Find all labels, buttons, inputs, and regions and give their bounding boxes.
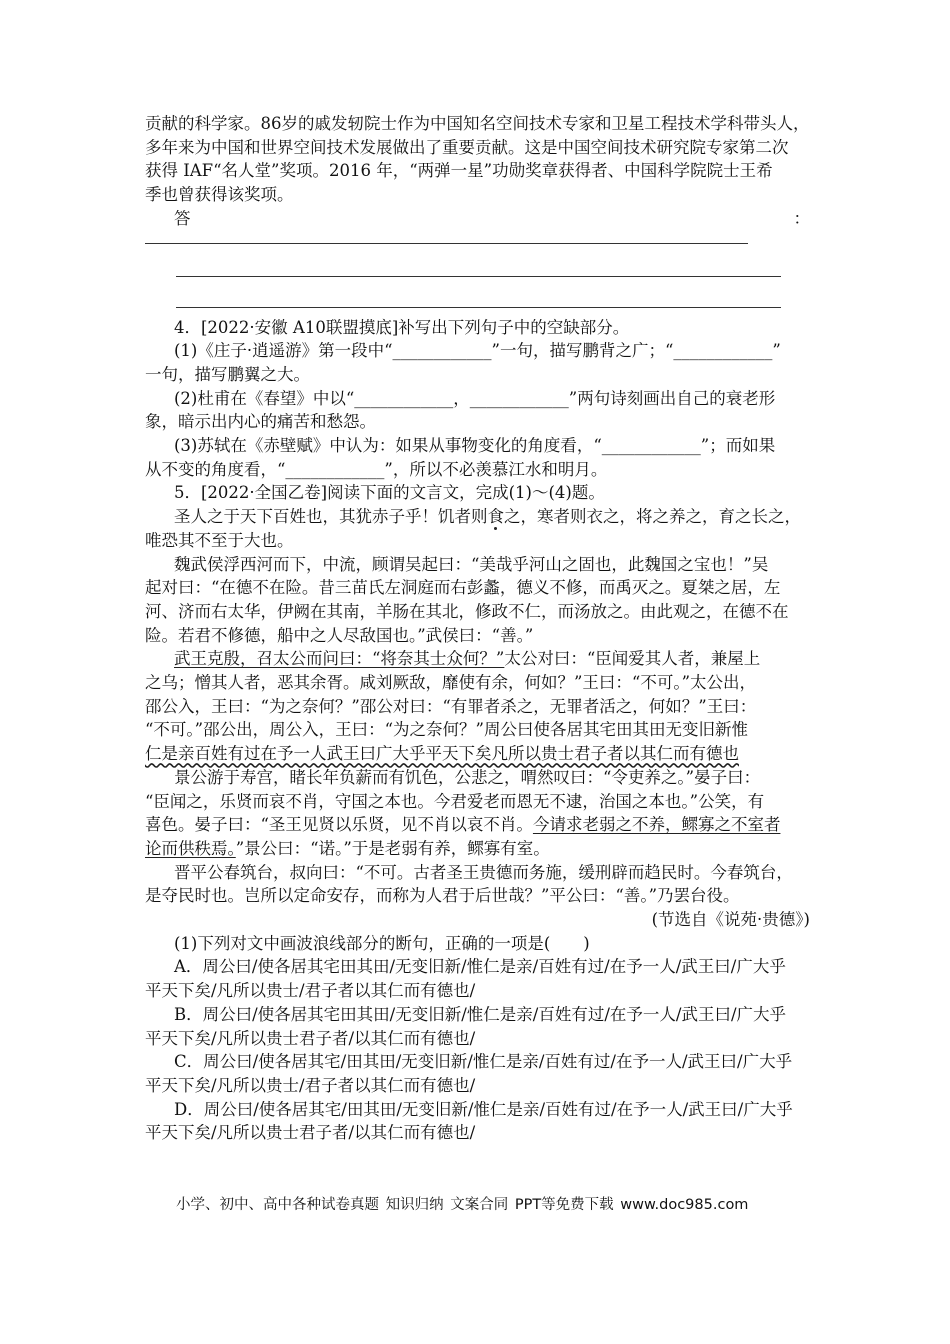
passage-c-line4: “不可。”邵公出，周公入，王曰：“为之奈何？”周公曰使各居其宅田其田无变旧新惟 (145, 720, 748, 740)
q4-item2-line1: (2)杜甫在《春望》中以“____________，____________”两句诗刻画出自己的衰老形 (174, 388, 776, 408)
q4-item1-line1: (1)《庄子·逍遥游》第一段中“____________”一句，描写鹏背之广；“____________” (174, 341, 781, 361)
passage-d-line4: 论而供秩焉。”景公曰：“诺。”于是老弱有养，鳏寡有室。 (145, 838, 550, 858)
passage-b-line2: 起对曰：“在德不在险。昔三苗氏左洞庭而右彭蠡，德义不修，而禹灭之。夏桀之居，左 (145, 578, 781, 598)
answer-label: 答 (174, 208, 191, 228)
answer-line-3[interactable] (176, 307, 781, 308)
answer-row (145, 207, 810, 231)
intro-line-3: 获得 IAF“名人堂”奖项。2016 年，“两弹一星”功勋奖章获得者、中国科学院院士王希 (145, 161, 773, 181)
passage-d-line1: 景公游于寿宫，睹长年负薪而有饥色，公悲之，喟然叹曰：“令吏养之。”晏子曰： (174, 767, 761, 787)
q4-item1-line2: 一句，描写鹏翼之大。 (145, 364, 310, 384)
passage-c-line5 (145, 742, 810, 766)
passage-a-line1: 圣人之于天下百姓也，其犹赤子乎！饥者则食之，寒者则衣之，将之养之，育之长之， (174, 507, 801, 527)
option-c-line2[interactable]: 平天下矣/凡所以贵士/君子者以其仁而有德也/ (145, 1076, 476, 1095)
underlined-sentence-2b: 论而供秩焉。 (145, 838, 236, 858)
answer-line-2[interactable] (176, 276, 781, 277)
passage-c-line2: 之乌；憎其人者，恶其余胥。咸刘厥敌，靡使有余，何如？”王曰：“不可。”太公出， (145, 673, 757, 693)
underlined-sentence: 武王克殷，召太公而问曰：“将奈其士众何？” (174, 649, 505, 669)
answer-lines[interactable] (145, 231, 810, 313)
passage-b-line3: 河、济而右太华，伊阙在其南，羊肠在其北，修政不仁，而汤放之。由此观之，在德不在 (145, 601, 789, 621)
answer-line-1[interactable] (145, 243, 748, 244)
option-b-line2[interactable]: 平天下矣/凡所以贵士君子者/以其仁而有德也/ (145, 1028, 476, 1048)
option-b-line1[interactable]: B．周公曰/使各居其宅田其田/无变旧新/惟仁是亲/百姓有过/在予一人/武王曰/广大乎 (174, 1004, 787, 1024)
q5-title: 5．[2022·全国乙卷]阅读下面的文言文，完成(1)～(4)题。 (174, 483, 605, 503)
document-body (145, 112, 810, 1145)
emphasis-dot: 食 (487, 507, 504, 527)
wavy-underlined-text: 仁是亲百姓有过在予一人武王曰广大乎平天下矣凡所以贵士君子者以其仁而有德也 (145, 744, 739, 764)
underlined-sentence-2a: 今请求老弱之不养，鳏寡之不室者 (532, 815, 781, 835)
sub-question-1: (1)下列对文中画波浪线部分的断句，正确的一项是( ) (174, 933, 590, 953)
q4-title: 4．[2022·安徽 A10联盟摸底]补写出下列句子中的空缺部分。 (174, 317, 630, 337)
intro-line-1: 贡献的科学家。86岁的戚发轫院士作为中国知名空间技术专家和卫星工程技术学科带头人， (145, 114, 810, 133)
option-c-line1[interactable]: C．周公曰/使各居其宅/田其田/无变旧新/惟仁是亲/百姓有过/在予一人/武王曰/广大乎 (174, 1052, 793, 1072)
q4-item3-line2: 从不变的角度看，“____________”，所以不必羡慕江水和明月。 (145, 459, 608, 479)
q4-item3-line1: (3)苏轼在《赤壁赋》中认为：如果从事物变化的角度看，“____________”；而如果 (174, 436, 776, 456)
intro-line-2: 多年来为中国和世界空间技术发展做出了重要贡献。这是中国空间技术研究院专家第二次 (145, 137, 789, 157)
option-d-line2[interactable]: 平天下矣/凡所以贵士君子者/以其仁而有德也/ (145, 1123, 476, 1143)
passage-c-line1: 武王克殷，召太公而问曰：“将奈其士众何？”太公对曰：“臣闻爱其人者，兼屋上 (174, 649, 761, 669)
passage-d-line2: “臣闻之，乐贤而哀不肖，守国之本也。今君爱老而恩无不逮，治国之本也。”公笑，有 (145, 791, 765, 811)
footer-text: 小学、初中、高中各种试卷真题 知识归纳 文案合同 PPT等免费下载 www.doc985.com (176, 1197, 749, 1213)
option-d-line1[interactable]: D．周公曰/使各居其宅/田其田/无变旧新/惟仁是亲/百姓有过/在予一人/武王曰/广大乎 (174, 1099, 793, 1119)
passage-e-line1: 晋平公春筑台，叔向曰：“不可。古者圣王贵德而务施，缓刑辟而趋民时。今春筑台， (174, 862, 793, 882)
option-a-line1[interactable]: A．周公曰/使各居其宅田其田/无变旧新/惟仁是亲/百姓有过/在予一人/武王曰/广大乎 (174, 957, 786, 977)
passage-e-line2: 是夺民时也。岂所以定命安存，而称为人君于后世哉？”平公曰：“善。”乃罢台役。 (145, 886, 740, 906)
option-a-line2[interactable]: 平天下矣/凡所以贵士/君子者以其仁而有德也/ (145, 981, 476, 1001)
passage-b-line1: 魏武侯浮西河而下，中流，顾谓吴起曰：“美哉乎河山之固也，此魏国之宝也！”吴 (174, 554, 769, 574)
passage-b-line4: 险。若君不修德，船中之人尽敌国也。”武侯曰：“善。” (145, 625, 534, 645)
intro-line-4: 季也曾获得该奖项。 (145, 185, 294, 205)
passage-d-line3: 喜色。晏子曰：“圣王见贤以乐贤，见不肖以哀不肖。今请求老弱之不养，鳏寡之不室者 (145, 815, 781, 835)
passage-a-line2: 唯恐其不至于大也。 (145, 530, 294, 550)
q4-item2-line2: 象，暗示出内心的痛苦和愁怨。 (145, 412, 376, 432)
passage-c-line3: 邵公入，王曰：“为之奈何？”邵公对曰：“有罪者杀之，无罪者活之，何如？”王曰： (145, 696, 757, 716)
answer-colon: ： (793, 208, 810, 228)
source-citation: (节选自《说苑·贵德》) (651, 910, 810, 930)
